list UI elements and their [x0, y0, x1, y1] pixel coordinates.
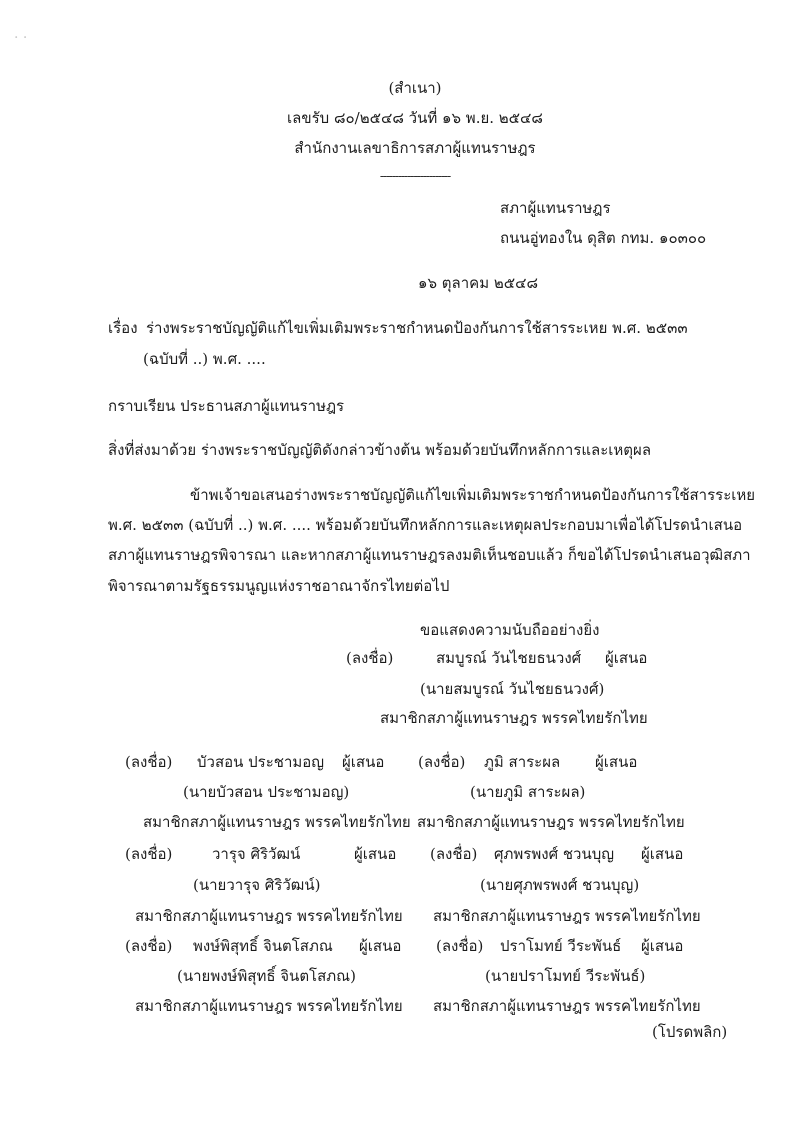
body-line-1: ข้าพเจ้าขอเสนอร่างพระราชบัญญัติแก้ไขเพิ่มเติมพระราชกำหนดป้องกันการใช้สารระเหย	[190, 486, 756, 504]
co-signer-position: สมาชิกสภาผู้แทนราษฎร พรรคไทยรักไทย	[135, 907, 403, 925]
sign-label: (ลงชื่อ)	[436, 937, 484, 955]
subject-label: เรื่อง	[108, 319, 138, 337]
address-line-1: สภาผู้แทนราษฎร	[500, 199, 611, 217]
enclosure: สิ่งที่ส่งมาด้วย ร่างพระราชบัญญัติดังกล่าวข้างต้น พร้อมด้วยบันทึกหลักการและเหตุผล	[108, 441, 652, 459]
body-line-3: สภาผู้แทนราษฎรพิจารณา และหากสภาผู้แทนราษฎรลงมติเห็นชอบแล้ว ก็ขอได้โปรดนำเสนอวุฒิสภา	[108, 546, 751, 564]
co-signer-signature: วารุจ ศิริวัฒน์	[212, 845, 301, 863]
co-signer-position: สมาชิกสภาผู้แทนราษฎร พรรคไทยรักไทย	[417, 813, 685, 831]
co-signer-full-name: (นายศุภพรพงศ์ ชวนบุญ)	[480, 876, 640, 894]
copy-mark: (สำเนา)	[388, 79, 442, 97]
subject-line-2: (ฉบับที่ ..) พ.ศ. ....	[143, 350, 266, 368]
co-signer-full-name: (นายวารุจ ศิริวัฒน์)	[193, 876, 321, 894]
co-signer-signature: พงษ์พิสุทธิ์ จินตโสภณ	[193, 937, 333, 955]
letter-date: ๑๖ ตุลาคม ๒๕๔๘	[418, 274, 539, 292]
main-full-name: (นายสมบูรณ์ วันไชยธนวงศ์)	[420, 680, 605, 698]
co-signer-full-name: (นายปราโมทย์ วีระพันธ์)	[485, 967, 646, 985]
scan-speck: · ·	[14, 30, 28, 46]
co-signer-signature: ภูมิ สาระผล	[484, 753, 561, 771]
co-signer-position: สมาชิกสภาผู้แทนราษฎร พรรคไทยรักไทย	[143, 813, 411, 831]
sign-label: (ลงชื่อ)	[125, 937, 173, 955]
main-position: สมาชิกสภาผู้แทนราษฎร พรรคไทยรักไทย	[380, 709, 648, 727]
subject-line-1: ร่างพระราชบัญญัติแก้ไขเพิ่มเติมพระราชกำหนดป้องกันการใช้สารระเหย พ.ศ. ๒๕๓๓	[146, 319, 688, 337]
co-signer-position: สมาชิกสภาผู้แทนราษฎร พรรคไทยรักไทย	[135, 997, 403, 1015]
sign-label: (ลงชื่อ)	[125, 753, 173, 771]
please-turn-over: (โปรดพลิก)	[652, 1023, 728, 1041]
main-signature: สมบูรณ์ วันไชยธนวงศ์	[436, 649, 582, 667]
sign-label: (ลงชื่อ)	[418, 753, 466, 771]
co-signer-full-name: (นายภูมิ สาระผล)	[470, 783, 586, 801]
co-signer-signature: ปราโมทย์ วีระพันธ์	[500, 937, 622, 955]
address-line-2: ถนนอู่ทองใน ดุสิต กทม. ๑๐๓๐๐	[500, 229, 707, 247]
co-signer-signature: บัวสอน ประชามอญ	[197, 753, 325, 771]
proposer-label: ผู้เสนอ	[359, 937, 402, 955]
office-name: สำนักงานเลขาธิการสภาผู้แทนราษฎร	[294, 139, 536, 157]
co-signer-full-name: (นายบัวสอน ประชามอญ)	[183, 783, 350, 801]
receipt-number: เลขรับ ๘๐/๒๕๔๘ วันที่ ๑๖ พ.ย. ๒๕๔๘	[287, 109, 543, 127]
sign-label: (ลงชื่อ)	[430, 845, 478, 863]
co-signer-full-name: (นายพงษ์พิสุทธิ์ จินตโสภณ)	[177, 967, 356, 985]
co-signer-signature: ศุภพรพงศ์ ชวนบุญ	[494, 845, 615, 863]
header-divider: -----------------------	[379, 169, 451, 183]
main-sign-label: (ลงชื่อ)	[346, 649, 394, 667]
proposer-label: ผู้เสนอ	[595, 753, 638, 771]
main-proposer-label: ผู้เสนอ	[605, 649, 648, 667]
salutation: กราบเรียน ประธานสภาผู้แทนราษฎร	[108, 397, 345, 415]
proposer-label: ผู้เสนอ	[354, 845, 397, 863]
proposer-label: ผู้เสนอ	[641, 845, 684, 863]
body-line-2: พ.ศ. ๒๕๓๓ (ฉบับที่ ..) พ.ศ. .... พร้อมด้วยบันทึกหลักการและเหตุผลประกอบมาเพื่อได้โปรดนำเสนอ	[108, 516, 743, 534]
proposer-label: ผู้เสนอ	[342, 753, 385, 771]
proposer-label: ผู้เสนอ	[641, 937, 684, 955]
closing: ขอแสดงความนับถืออย่างยิ่ง	[420, 621, 600, 639]
co-signer-position: สมาชิกสภาผู้แทนราษฎร พรรคไทยรักไทย	[433, 997, 701, 1015]
body-line-4: พิจารณาตามรัฐธรรมนูญแห่งราชอาณาจักรไทยต่อไป	[108, 577, 450, 595]
sign-label: (ลงชื่อ)	[125, 845, 173, 863]
co-signer-position: สมาชิกสภาผู้แทนราษฎร พรรคไทยรักไทย	[433, 907, 701, 925]
